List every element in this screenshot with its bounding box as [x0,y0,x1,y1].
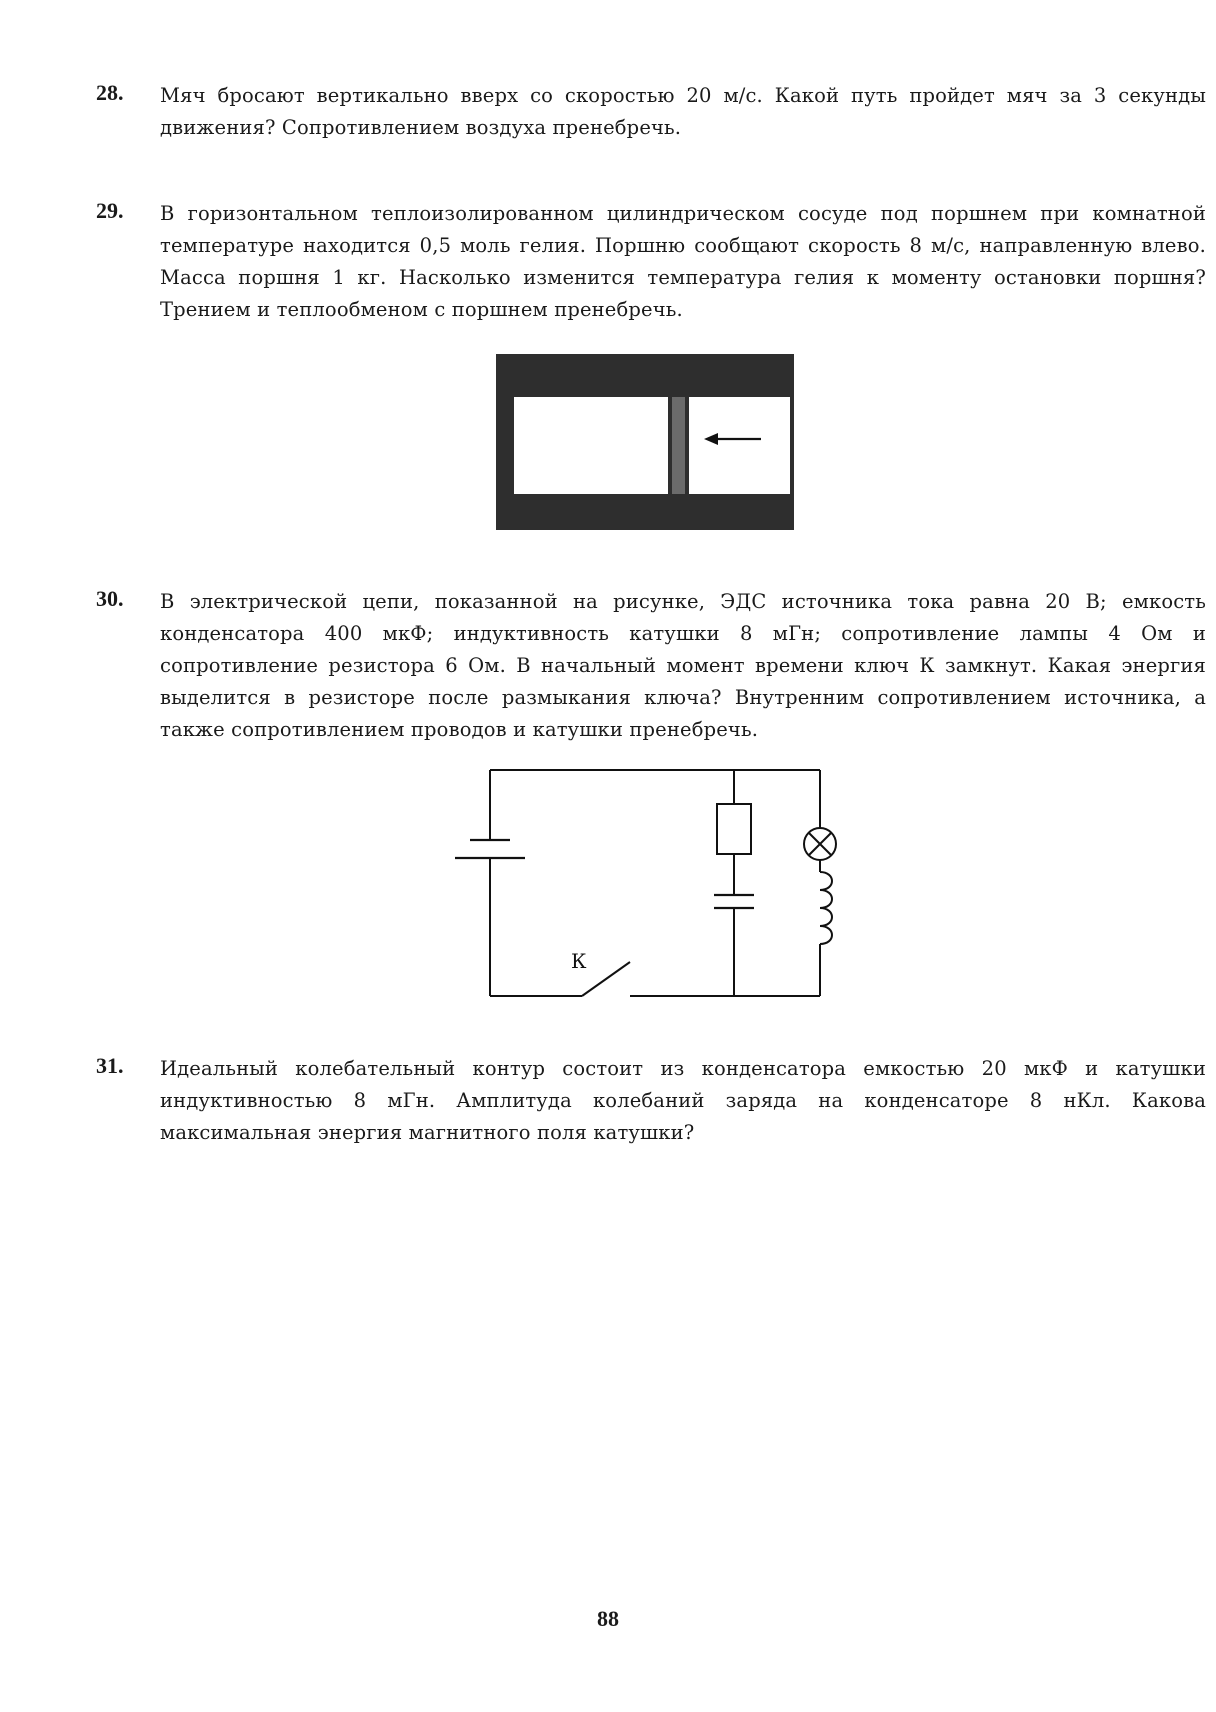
gas-chamber [514,397,668,494]
open-chamber [689,397,790,494]
problem-number: 29. [96,198,124,223]
problem-30 [96,586,1206,746]
problem-number: 31. [96,1053,124,1078]
inductor-coil [820,872,832,944]
problem-number: 28. [96,80,124,105]
problem-number: 30. [96,586,124,611]
switch-label: К [571,949,587,973]
problem-text: В горизонтальном теплоизолированном цилиндрическом сосуде под поршнем при комнатной температуре находится 0,5 моль гелия. Поршню сообщают скорость 8 м/с, направленную влево. Масса поршня 1 кг. Насколько изменится температура гелия к моменту остановки поршня? Трением и теплообменом с поршнем пренебречь. [160,202,1206,321]
switch-k [582,962,630,996]
circuit-diagram [440,762,840,1012]
problem-text: В электрической цепи, показанной на рисунке, ЭДС источника тока равна 20 В; емкость конденсатора 400 мкФ; индуктивность катушки 8 мГн; сопротивление лампы 4 Ом и сопротивление резистора 6 Ом. В начальный момент времени ключ К замкнут. Какая энергия выделится в резисторе после размыкания ключа? Внутренним сопротивлением источника, а также сопротивлением проводов и катушки пренебречь. [160,590,1206,741]
problem-29 [96,198,1206,326]
piston [672,397,685,494]
page-number: 88 [597,1606,619,1631]
resistor [717,804,751,854]
problem-28 [96,80,1206,144]
piston-cylinder-figure [496,354,796,530]
problem-text: Мяч бросают вертикально вверх со скоростью 20 м/с. Какой путь пройдет мяч за 3 секунды движения? Сопротивлением воздуха пренебречь. [160,84,1206,139]
problem-31 [96,1053,1206,1149]
problem-text: Идеальный колебательный контур состоит из конденсатора емкостью 20 мкФ и катушки индуктивностью 8 мГн. Амплитуда колебаний заряда на конденсаторе 8 нКл. Какова максимальная энергия магнитного поля катушки? [160,1057,1206,1144]
